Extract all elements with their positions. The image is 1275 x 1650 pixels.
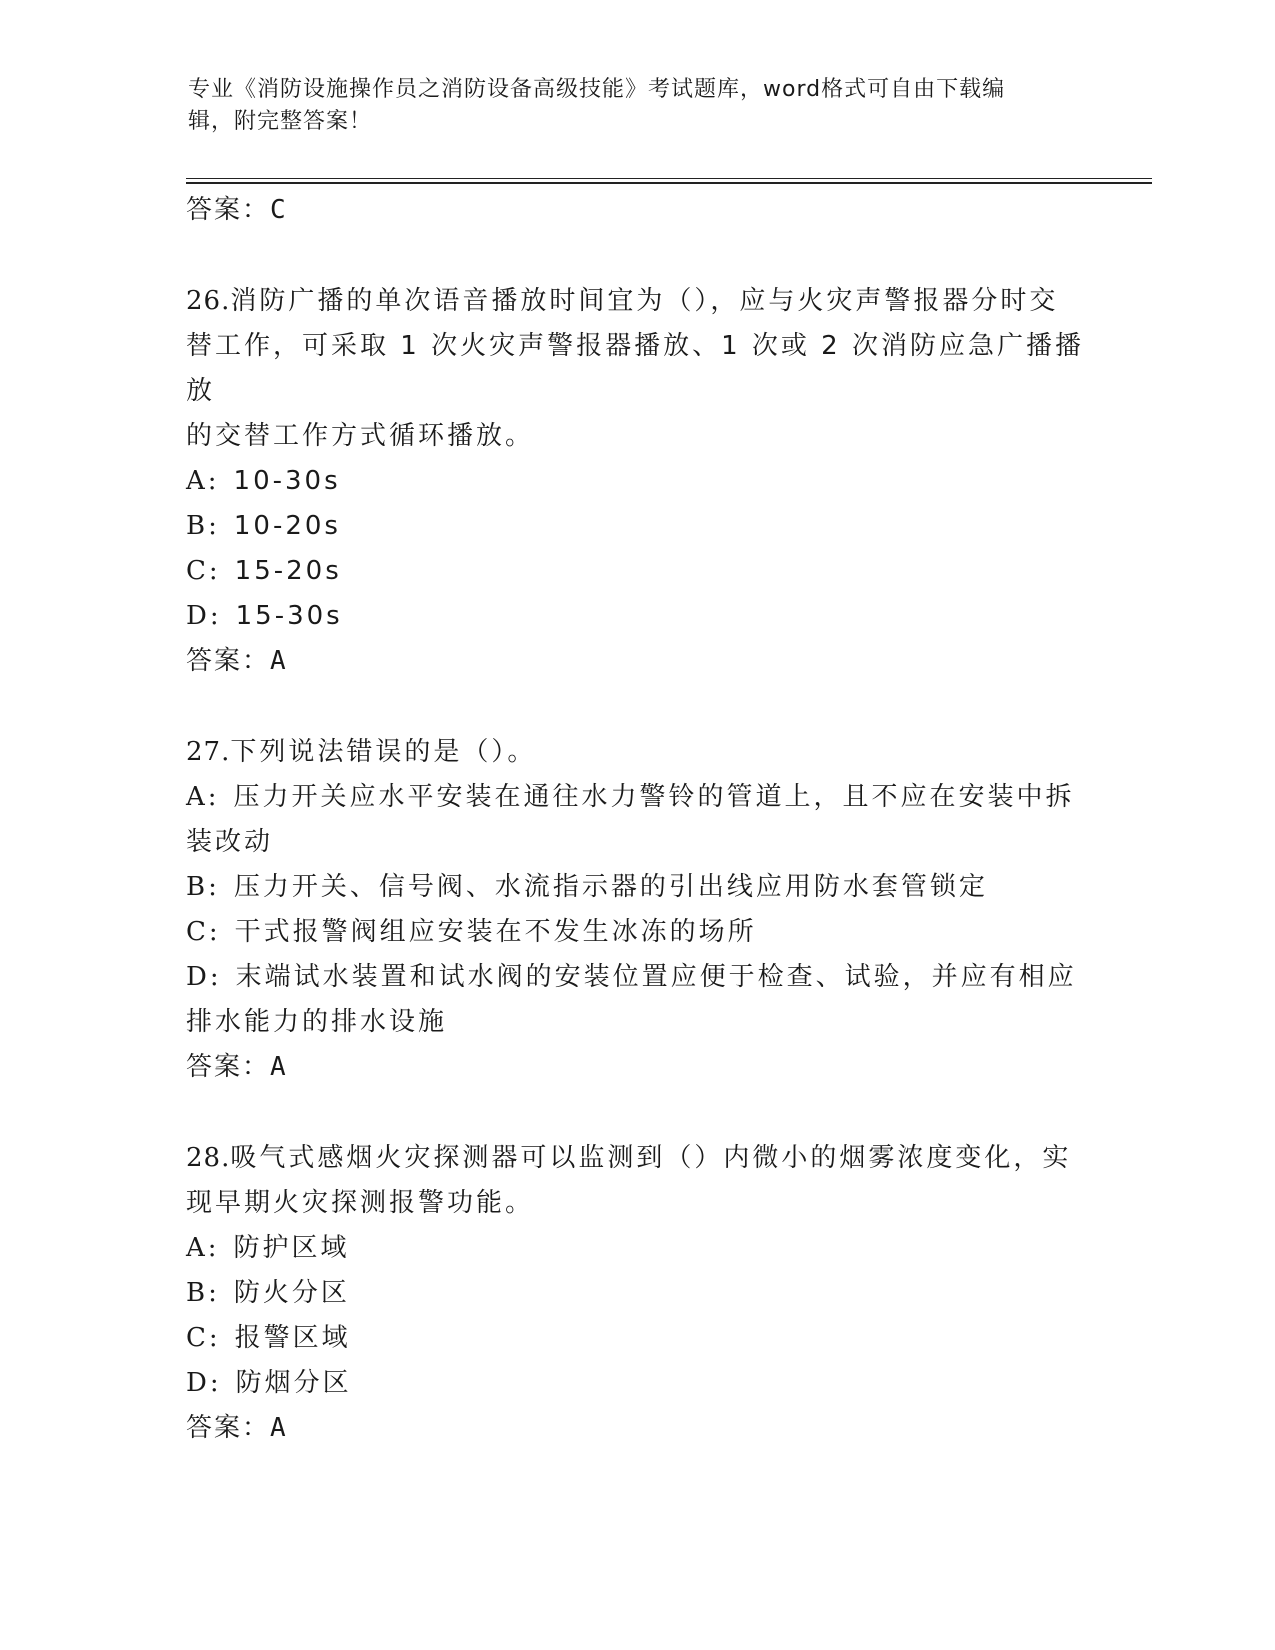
option-text: 15-20s	[234, 556, 342, 586]
answer-option-c	[186, 1316, 1086, 1361]
option-key: A	[186, 466, 208, 496]
option-key: B	[186, 511, 209, 541]
answer-line	[186, 1045, 1086, 1090]
option-key: D	[186, 601, 210, 631]
question-block	[186, 730, 1086, 1090]
answer-option-d	[186, 594, 1086, 639]
header-line: 辑，附完整答案！	[188, 109, 373, 134]
option-key: C	[186, 1323, 209, 1353]
answer-line	[186, 639, 1086, 684]
option-key: B	[186, 872, 209, 902]
header-divider-thick	[186, 182, 1152, 184]
option-text: 10-30s	[233, 466, 341, 496]
option-separator: :	[207, 1233, 220, 1263]
question-stem-line	[186, 1181, 1086, 1226]
spacer	[186, 1090, 1086, 1136]
header-divider	[186, 178, 1152, 179]
option-key: A	[186, 1233, 208, 1263]
answer-option-b	[186, 865, 1086, 910]
answer-line	[186, 1406, 1086, 1451]
option-separator: :	[209, 962, 222, 992]
page-header	[188, 74, 1068, 138]
question-stem-text: 消防广播的单次语音播放时间宜为（），应与火灾声警报器分时交	[230, 286, 1059, 316]
option-text: 装改动	[186, 827, 274, 857]
option-text: 防烟分区	[235, 1368, 352, 1398]
answer-option-a	[186, 820, 1086, 865]
question-stem-line	[186, 414, 1086, 459]
answer-option-a	[186, 775, 1086, 820]
answer-label: 答案：	[186, 646, 271, 676]
option-separator: :	[209, 1368, 222, 1398]
question-stem-text: 替工作，可采取 1 次火灾声警报器播放、1 次或 2 次消防应急广播播放	[186, 331, 1084, 406]
question-stem-line	[186, 324, 1086, 414]
answer-line	[186, 188, 1086, 233]
answer-option-d	[186, 955, 1086, 1000]
option-key: C	[186, 556, 209, 586]
answer-value: A	[270, 1413, 288, 1443]
question-block	[186, 279, 1086, 684]
answer-option-d	[186, 1361, 1086, 1406]
option-separator: :	[208, 872, 220, 902]
answer-value: A	[270, 646, 288, 676]
option-key: C	[186, 917, 209, 947]
option-text: 报警区域	[234, 1323, 351, 1353]
option-separator: :	[208, 917, 221, 947]
option-key: D	[186, 1368, 210, 1398]
question-stem-text: 吸气式感烟火灾探测器可以监测到（）内微小的烟雾浓度变化，实	[230, 1143, 1072, 1173]
questions-container	[186, 279, 1086, 1451]
option-text: 压力开关、信号阀、水流指示器的引出线应用防水套管锁定	[233, 872, 988, 902]
header-line: 专业《消防设施操作员之消防设备高级技能》考试题库，word格式可自由下载编	[188, 77, 1006, 102]
answer-option-d	[186, 1000, 1086, 1045]
option-separator: :	[208, 1278, 220, 1308]
option-text: 15-30s	[235, 601, 343, 631]
option-text: 压力开关应水平安装在通往水力警铃的管道上，且不应在安装中拆	[233, 782, 1075, 812]
option-separator: :	[208, 1323, 221, 1353]
question-stem-line	[186, 1136, 1086, 1181]
answer-label: 答案：	[186, 195, 271, 225]
option-key: B	[186, 1278, 209, 1308]
answer-value: A	[270, 1052, 288, 1082]
option-separator: :	[208, 556, 221, 586]
option-key: A	[186, 782, 208, 812]
spacer	[186, 684, 1086, 730]
answer-option-a	[186, 459, 1086, 504]
question-stem-line	[186, 730, 1086, 775]
option-text: 末端试水装置和试水阀的安装位置应便于检查、试验，并应有相应	[235, 962, 1077, 992]
question-stem-text: 现早期火灾探测报警功能。	[186, 1188, 535, 1218]
option-separator: :	[208, 511, 220, 541]
answer-label: 答案：	[186, 1413, 271, 1443]
option-text: 10-20s	[233, 511, 341, 541]
option-text: 防护区域	[233, 1233, 350, 1263]
option-separator: :	[207, 782, 220, 812]
answer-label: 答案：	[186, 1052, 271, 1082]
option-key: D	[186, 962, 210, 992]
answer-option-c	[186, 910, 1086, 955]
answer-option-b	[186, 504, 1086, 549]
question-stem-text: 的交替工作方式循环播放。	[186, 421, 535, 451]
question-number: 28.	[186, 1143, 231, 1173]
question-stem-text: 下列说法错误的是（）。	[230, 737, 537, 767]
question-list	[186, 188, 1086, 1451]
question-number: 27.	[186, 737, 231, 767]
question-stem-line	[186, 279, 1086, 324]
answer-value: C	[270, 195, 288, 225]
question-block	[186, 1136, 1086, 1451]
option-separator: :	[209, 601, 222, 631]
option-separator: :	[207, 466, 220, 496]
option-text: 干式报警阀组应安装在不发生冰冻的场所	[234, 917, 757, 947]
option-text: 防火分区	[233, 1278, 350, 1308]
option-text: 排水能力的排水设施	[186, 1007, 448, 1037]
answer-option-c	[186, 549, 1086, 594]
answer-option-b	[186, 1271, 1086, 1316]
question-number: 26.	[186, 286, 231, 316]
answer-option-a	[186, 1226, 1086, 1271]
spacer	[186, 233, 1086, 279]
